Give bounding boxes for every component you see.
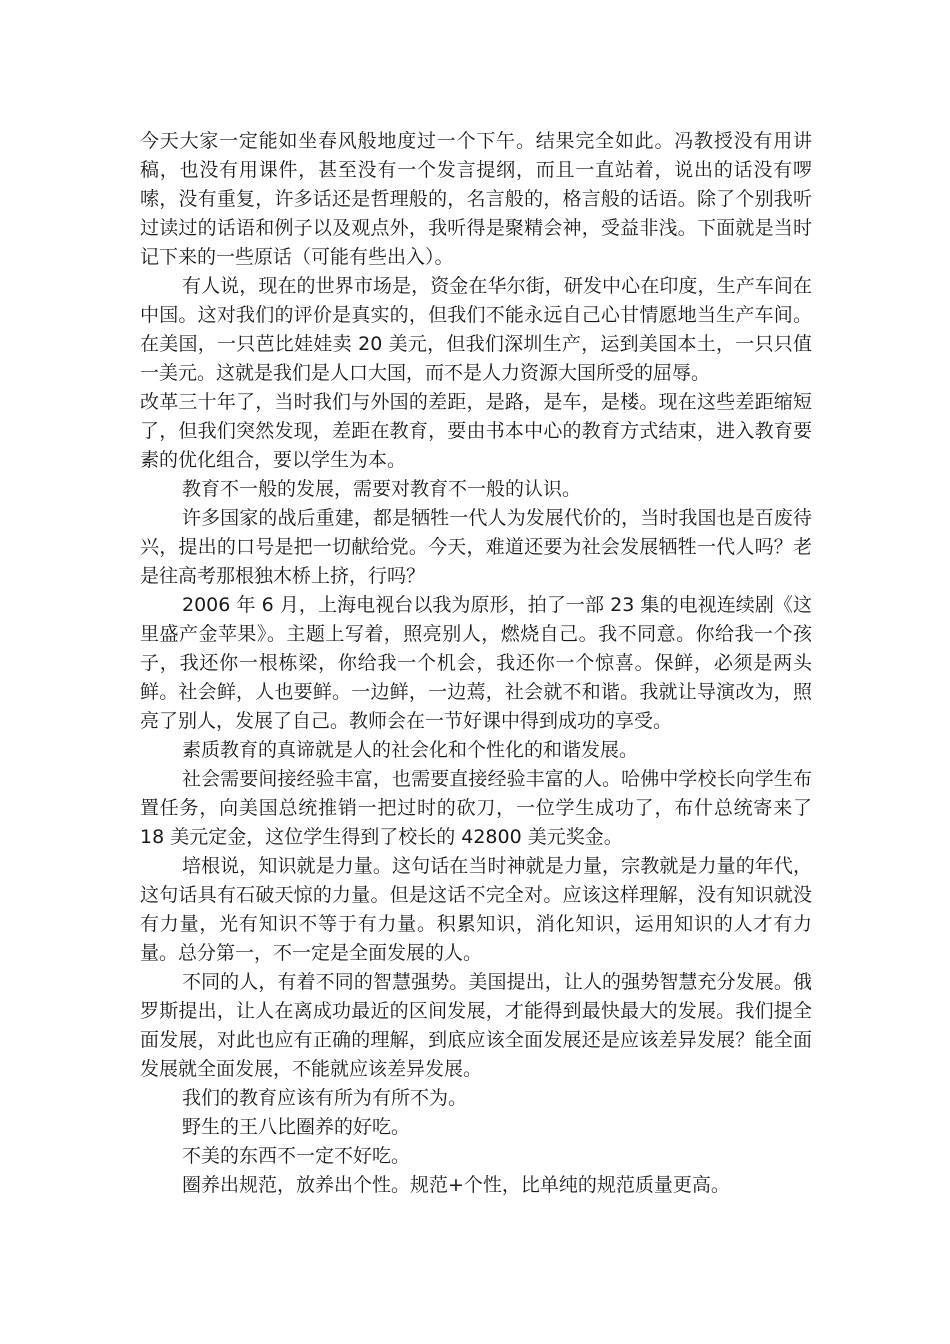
document-page: [140, 127, 812, 1200]
paragraph-harvard-story: 社会需要间接经验丰富，也需要直接经验丰富的人。哈佛中学校长向学生布置任务，向美国总统推销一把过时的砍刀，一位学生成功了，布什总统寄来了 18 美元定金，这位学生得到了校长的 42800 美元奖金。: [140, 768, 812, 848]
paragraph-world-market: 有人说，现在的世界市场是，资金在华尔街，研发中心在印度，生产车间在中国。这对我们的评价是真实的，但我们不能永远自己心甘情愿地当生产车间。在美国，一只芭比娃娃卖 20 美元，但我们深圳生产，运到美国本土，一只只值一美元。这就是我们是人口大国，而不是人力资源大国所受的屈辱。: [140, 275, 812, 384]
paragraph-quality-education: 素质教育的真谛就是人的社会化和个性化的和谐发展。: [182, 739, 639, 761]
paragraph-intro: 今天大家一定能如坐春风般地度过一个下午。结果完全如此。冯教授没有用讲稿，也没有用课件，甚至没有一个发言提纲，而且一直站着，说出的话没有啰嗦，没有重复，许多话还是哲理般的，名言般的，格言般的话语。除了个别我听过读过的话语和例子以及观点外，我听得是聚精会神，受益非浅。下面就是当时记下来的一些原话（可能有些出入）。: [140, 130, 812, 268]
paragraph-postwar-rebuild: 许多国家的战后重建，都是牺牲一代人为发展代价的，当时我国也是百废待兴，提出的口号是把一切献给党。今天，难道还要为社会发展牺牲一代人吗？老是往高考那根独木桥上挤，行吗？: [140, 507, 812, 587]
paragraph-reform-thirty-years: 改革三十年了，当时我们与外国的差距，是路，是车，是楼。现在这些差距缩短了，但我们突然发现，差距在教育，要由书本中心的教育方式结束，进入教育要素的优化组合，要以学生为本。: [140, 391, 812, 471]
paragraph-education-choices: 我们的教育应该有所为有所不为。: [182, 1087, 468, 1109]
paragraph-tv-series: 2006 年 6 月，上海电视台以我为原形，拍了一部 23 集的电视连续剧《这里盛产金苹果》。主题上写着，照亮别人，燃烧自己。我不同意。你给我一个孩子，我还你一根栋梁，你给我一个机会，我还你一个惊喜。保鲜，必须是两头鲜。社会鲜，人也要鲜。一边鲜，一边蔫，社会就不和谐。我就让导演改为，照亮了别人，发展了自己。教师会在一节好课中得到成功的享受。: [140, 594, 812, 732]
paragraph-not-beautiful: 不美的东西不一定不好吃。: [182, 1145, 411, 1167]
paragraph-wild-turtle: 野生的王八比圈养的好吃。: [182, 1116, 411, 1138]
paragraph-education-development: 教育不一般的发展，需要对教育不一般的认识。: [182, 478, 582, 500]
paragraph-bacon-knowledge: 培根说，知识就是力量。这句话在当时神就是力量，宗教就是力量的年代，这句话具有石破天惊的力量。但是这话不完全对。应该这样理解，没有知识就没有力量，光有知识不等于有力量。积累知识，消化知识，运用知识的人才有力量。总分第一，不一定是全面发展的人。: [140, 855, 812, 964]
paragraph-norms-individuality: 圈养出规范，放养出个性。规范+个性，比单纯的规范质量更高。: [182, 1174, 730, 1196]
paragraph-different-intelligence: 不同的人，有着不同的智慧强势。美国提出，让人的强势智慧充分发展。俄罗斯提出，让人在离成功最近的区间发展，才能得到最快最大的发展。我们提全面发展，对此也应有正确的理解，到底应该全面发展还是应该差异发展？能全面发展就全面发展，不能就应该差异发展。: [140, 971, 812, 1080]
